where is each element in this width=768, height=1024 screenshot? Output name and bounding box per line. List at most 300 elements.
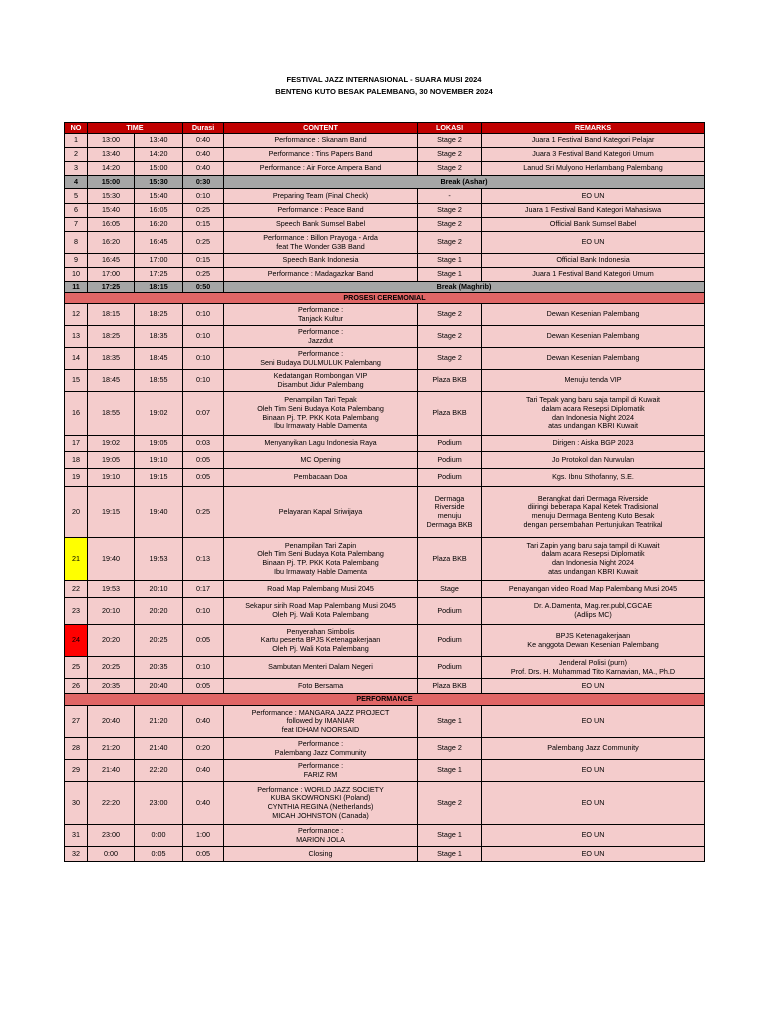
content-cell-line: Closing <box>308 848 333 858</box>
lokasi-cell-line: Stage 1 <box>437 848 462 858</box>
end-time: 20:25 <box>135 625 183 657</box>
content-cell <box>224 436 418 452</box>
end-time: 23:00 <box>135 782 183 825</box>
content-cell-line: Sambutan Menteri Dalam Negeri <box>268 662 373 672</box>
start-time: 14:20 <box>88 162 135 176</box>
duration: 0:40 <box>183 162 224 176</box>
content-cell-line: Oleh Pj. Wali Kota Palembang <box>272 610 369 619</box>
table-row <box>65 487 705 538</box>
duration: 0:10 <box>183 326 224 348</box>
remarks-cell <box>482 348 705 370</box>
lokasi-cell <box>418 232 482 254</box>
duration: 0:05 <box>183 625 224 657</box>
remarks-cell-line: Dewan Kesenian Palembang <box>546 353 640 363</box>
end-time: 18:15 <box>135 282 183 293</box>
section-row <box>65 694 705 706</box>
lokasi-cell <box>418 625 482 657</box>
lokasi-cell <box>418 847 482 862</box>
end-time: 19:40 <box>135 487 183 538</box>
content-cell <box>224 162 418 176</box>
lokasi-cell <box>418 268 482 282</box>
table-row <box>65 679 705 694</box>
end-time: 20:10 <box>135 581 183 598</box>
end-time: 13:40 <box>135 134 183 148</box>
duration: 0:40 <box>183 134 224 148</box>
table-row <box>65 392 705 436</box>
content-cell-line: Kartu peserta BPJS Ketenagakerjaan <box>260 635 381 645</box>
content-cell-line: Seni Budaya DULMULUK Palembang <box>260 357 381 367</box>
content-cell-line: Oleh Pj. Wali Kota Palembang <box>272 643 369 653</box>
content-cell <box>224 487 418 538</box>
content-cell <box>224 657 418 679</box>
start-time: 19:15 <box>88 487 135 538</box>
end-time: 19:02 <box>135 392 183 436</box>
duration: 0:17 <box>183 581 224 598</box>
content-cell <box>224 625 418 657</box>
content-cell-line: Road Map Palembang Musi 2045 <box>267 583 374 593</box>
lokasi-cell-line: Podium <box>437 635 462 645</box>
lokasi-cell-line: Plaza BKB <box>432 680 467 690</box>
break-row <box>65 282 705 293</box>
break-label: Break (Ashar) <box>224 176 705 189</box>
end-time: 0:00 <box>135 825 183 847</box>
content-cell-line: FARIZ RM <box>303 769 338 779</box>
end-time: 19:10 <box>135 452 183 469</box>
remarks-cell-line: Menuju tenda VIP <box>564 375 622 385</box>
remarks-cell <box>482 304 705 326</box>
remarks-cell-line: Berangkat dari Dermaga Riverside <box>537 493 649 503</box>
lokasi-cell <box>418 326 482 348</box>
duration: 0:05 <box>183 469 224 487</box>
content-cell-line: Penampilan Tari Tepak <box>284 395 357 405</box>
content-cell <box>224 581 418 598</box>
row-no: 27 <box>65 706 88 738</box>
start-time: 19:05 <box>88 452 135 469</box>
table-row <box>65 538 705 581</box>
table-row <box>65 469 705 487</box>
row-no: 22 <box>65 581 88 598</box>
lokasi-cell-line: Stage 2 <box>437 743 462 753</box>
remarks-cell <box>482 625 705 657</box>
remarks-cell-line: Dr. A.Damenta, Mag.rer.publ,CGCAE <box>533 601 653 611</box>
table-row <box>65 625 705 657</box>
remarks-cell-line: (Adlips MC) <box>574 610 612 619</box>
start-time: 15:30 <box>88 189 135 204</box>
row-no: 17 <box>65 436 88 452</box>
end-time: 19:53 <box>135 538 183 581</box>
content-cell <box>224 760 418 782</box>
content-cell <box>224 134 418 148</box>
end-time: 20:20 <box>135 598 183 625</box>
row-no: 18 <box>65 452 88 469</box>
content-cell <box>224 469 418 487</box>
content-cell <box>224 268 418 282</box>
start-time: 20:25 <box>88 657 135 679</box>
duration: 0:10 <box>183 370 224 392</box>
start-time: 19:40 <box>88 538 135 581</box>
table-row <box>65 370 705 392</box>
table-row <box>65 452 705 469</box>
table-row <box>65 348 705 370</box>
lokasi-cell-line: Stage 2 <box>437 237 462 247</box>
lokasi-cell-line: menuju <box>437 511 462 520</box>
lokasi-cell-line: Podium <box>437 662 462 672</box>
duration: 0:20 <box>183 738 224 760</box>
row-no: 28 <box>65 738 88 760</box>
remarks-cell-line: EO UN <box>581 680 605 690</box>
lokasi-cell <box>418 738 482 760</box>
table-header-row <box>65 123 705 134</box>
row-no: 25 <box>65 657 88 679</box>
lokasi-cell-line: Plaza BKB <box>432 553 467 563</box>
lokasi-cell-line: Stage 1 <box>437 255 462 265</box>
content-cell <box>224 204 418 218</box>
remarks-cell-line: EO UN <box>581 830 605 840</box>
content-cell <box>224 825 418 847</box>
duration: 0:07 <box>183 392 224 436</box>
remarks-cell-line: Penayangan video Road Map Palembang Musi 2045 <box>508 583 678 593</box>
table-row <box>65 847 705 862</box>
row-no: 9 <box>65 254 88 268</box>
content-cell-line: MICAH JOHNSTON (Canada) <box>272 810 369 820</box>
content-cell-line: Performance : <box>297 304 344 314</box>
column-header-content: CONTENT <box>224 123 418 134</box>
content-cell-line: Performance : <box>297 348 344 358</box>
lokasi-cell <box>418 189 482 204</box>
row-no: 1 <box>65 134 88 148</box>
duration: 1:00 <box>183 825 224 847</box>
lokasi-cell-line: Stage 1 <box>437 716 462 726</box>
lokasi-cell-line: - <box>448 190 451 200</box>
content-cell <box>224 782 418 825</box>
document-header <box>0 74 768 98</box>
content-cell-line: feat The Wonder G3B Band <box>276 241 365 251</box>
duration: 0:10 <box>183 598 224 625</box>
end-time: 19:15 <box>135 469 183 487</box>
content-cell-line: Disambut Jidur Palembang <box>277 379 364 389</box>
remarks-cell <box>482 204 705 218</box>
lokasi-cell-line: Stage 1 <box>437 830 462 840</box>
remarks-cell <box>482 392 705 436</box>
table-row <box>65 825 705 847</box>
row-no: 32 <box>65 847 88 862</box>
section-title: PROSESI CEREMONIAL <box>65 293 705 304</box>
end-time: 16:20 <box>135 218 183 232</box>
row-no: 15 <box>65 370 88 392</box>
duration: 0:03 <box>183 436 224 452</box>
duration: 0:25 <box>183 487 224 538</box>
lokasi-cell <box>418 148 482 162</box>
content-cell-line: Kedatangan Rombongan VIP <box>273 370 368 380</box>
lokasi-cell <box>418 134 482 148</box>
start-time: 23:00 <box>88 825 135 847</box>
row-no: 19 <box>65 469 88 487</box>
column-header-time: TIME <box>88 123 183 134</box>
row-no: 2 <box>65 148 88 162</box>
section-title: PERFORMANCE <box>65 694 705 706</box>
start-time: 22:20 <box>88 782 135 825</box>
content-cell-line: Pembacaan Doa <box>293 472 348 482</box>
start-time: 18:55 <box>88 392 135 436</box>
row-no: 13 <box>65 326 88 348</box>
content-cell <box>224 189 418 204</box>
duration: 0:10 <box>183 189 224 204</box>
lokasi-cell <box>418 581 482 598</box>
table-row <box>65 204 705 218</box>
section-row <box>65 293 705 304</box>
table-row <box>65 738 705 760</box>
table-row <box>65 657 705 679</box>
content-cell-line: Oleh Tim Seni Budaya Kota Palembang <box>257 403 384 413</box>
remarks-cell <box>482 268 705 282</box>
remarks-cell-line: atas undangan KBRI Kuwait <box>548 566 638 576</box>
end-time: 19:05 <box>135 436 183 452</box>
lokasi-cell <box>418 204 482 218</box>
remarks-cell-line: Jenderal Polisi (purn) <box>559 657 627 667</box>
lokasi-cell <box>418 760 482 782</box>
content-cell-line: Performance : Peace Band <box>277 205 364 215</box>
column-header-lokasi: LOKASI <box>418 123 482 134</box>
remarks-cell-line: atas undangan KBRI Kuwait <box>548 421 638 431</box>
content-cell-line: Performance : MANGARA JAZZ PROJECT <box>251 707 390 717</box>
remarks-cell-line: Official Bank Indonesia <box>556 255 630 265</box>
row-no: 8 <box>65 232 88 254</box>
table-row <box>65 148 705 162</box>
lokasi-cell-line: Stage 2 <box>437 205 462 215</box>
lokasi-cell-line: Podium <box>437 605 462 615</box>
duration: 0:25 <box>183 268 224 282</box>
content-cell-line: KUBA SKOWRONSKI (Poland) <box>270 793 371 803</box>
row-no: 29 <box>65 760 88 782</box>
lokasi-cell <box>418 657 482 679</box>
table-row <box>65 134 705 148</box>
lokasi-cell <box>418 706 482 738</box>
content-cell <box>224 452 418 469</box>
schedule-table <box>64 122 705 862</box>
remarks-cell-line: EO UN <box>581 848 605 858</box>
remarks-cell-line: dalam acara Resepsi Diplomatik <box>541 403 645 413</box>
lokasi-cell-line: Stage <box>440 583 459 593</box>
lokasi-cell-line: Stage 2 <box>437 135 462 145</box>
remarks-cell-line: Prof. Drs. H. Muhammad Tito Karnavian, MA., Ph.D <box>510 666 676 676</box>
content-cell-line: Foto Bersama <box>297 680 344 690</box>
content-cell <box>224 254 418 268</box>
content-cell-line: Speech Bank Sumsel Babel <box>275 219 366 229</box>
table-row <box>65 598 705 625</box>
remarks-cell-line: dan Indonesia Night 2024 <box>552 412 634 422</box>
start-time: 16:05 <box>88 218 135 232</box>
content-cell-line: Sekapur sirih Road Map Palembang Musi 2045 <box>245 601 396 611</box>
remarks-cell <box>482 162 705 176</box>
row-no: 7 <box>65 218 88 232</box>
remarks-cell-line: BPJS Ketenagakerjaan <box>555 630 631 640</box>
content-cell-line: Performance : <box>297 738 344 748</box>
duration: 0:40 <box>183 782 224 825</box>
remarks-cell <box>482 370 705 392</box>
column-header-remarks: REMARKS <box>482 123 705 134</box>
end-time: 20:35 <box>135 657 183 679</box>
lokasi-cell <box>418 782 482 825</box>
lokasi-cell-line: Riverside <box>434 502 465 512</box>
remarks-cell-line: Juara 1 Festival Band Kategori Pelajar <box>531 135 655 145</box>
duration: 0:40 <box>183 760 224 782</box>
end-time: 18:35 <box>135 326 183 348</box>
remarks-cell-line: Lanud Sri Mulyono Herlambang Palembang <box>523 163 663 173</box>
content-cell-line: Speech Bank Indonesia <box>282 255 359 265</box>
end-time: 16:45 <box>135 232 183 254</box>
content-cell-line: Performance : Skanam Band <box>274 135 367 145</box>
row-no: 6 <box>65 204 88 218</box>
remarks-cell <box>482 581 705 598</box>
row-no: 3 <box>65 162 88 176</box>
content-cell-line: MARION JOLA <box>296 834 345 844</box>
content-cell <box>224 538 418 581</box>
content-cell-line: Menyanyikan Lagu Indonesia Raya <box>264 438 377 448</box>
duration: 0:05 <box>183 847 224 862</box>
remarks-cell-line: Tari Tepak yang baru saja tampil di Kuwait <box>525 395 661 405</box>
content-cell <box>224 348 418 370</box>
remarks-cell <box>482 679 705 694</box>
remarks-cell <box>482 538 705 581</box>
lokasi-cell <box>418 392 482 436</box>
table-row <box>65 218 705 232</box>
lokasi-cell <box>418 598 482 625</box>
duration: 0:15 <box>183 254 224 268</box>
remarks-cell-line: Dewan Kesenian Palembang <box>546 331 640 341</box>
lokasi-cell-line: Dermaga <box>434 493 465 503</box>
remarks-cell-line: EO UN <box>581 190 605 200</box>
lokasi-cell-line: Podium <box>437 438 462 448</box>
remarks-cell-line: dan Indonesia Night 2024 <box>552 558 634 567</box>
duration: 0:40 <box>183 148 224 162</box>
lokasi-cell-line: Stage 2 <box>437 219 462 229</box>
lokasi-cell <box>418 679 482 694</box>
lokasi-cell <box>418 825 482 847</box>
start-time: 18:15 <box>88 304 135 326</box>
start-time: 15:00 <box>88 176 135 189</box>
end-time: 20:40 <box>135 679 183 694</box>
content-cell-line: Jazzdut <box>308 335 333 345</box>
content-cell-line: feat IDHAM NOORSAID <box>281 724 360 734</box>
table-row <box>65 189 705 204</box>
start-time: 20:35 <box>88 679 135 694</box>
content-cell-line: Performance : Air Force Ampera Band <box>259 163 382 173</box>
start-time: 20:10 <box>88 598 135 625</box>
content-cell-line: Palembang Jazz Community <box>274 747 367 757</box>
content-cell <box>224 706 418 738</box>
remarks-cell <box>482 436 705 452</box>
row-no: 31 <box>65 825 88 847</box>
remarks-cell <box>482 452 705 469</box>
remarks-cell <box>482 847 705 862</box>
duration: 0:25 <box>183 232 224 254</box>
content-cell <box>224 148 418 162</box>
lokasi-cell <box>418 304 482 326</box>
end-time: 22:20 <box>135 760 183 782</box>
remarks-cell <box>482 189 705 204</box>
remarks-cell-line: Ke anggota Dewan Kesenian Palembang <box>527 639 659 649</box>
remarks-cell-line: Dewan Kesenian Palembang <box>546 309 640 319</box>
remarks-cell <box>482 232 705 254</box>
remarks-cell <box>482 469 705 487</box>
lokasi-cell <box>418 218 482 232</box>
row-no: 10 <box>65 268 88 282</box>
end-time: 17:00 <box>135 254 183 268</box>
document-subtitle: BENTENG KUTO BESAK PALEMBANG, 30 NOVEMBER 2024 <box>275 87 493 96</box>
table-row <box>65 706 705 738</box>
duration: 0:15 <box>183 218 224 232</box>
duration: 0:50 <box>183 282 224 293</box>
remarks-cell <box>482 706 705 738</box>
start-time: 18:25 <box>88 326 135 348</box>
row-no: 5 <box>65 189 88 204</box>
remarks-cell-line: EO UN <box>581 797 605 807</box>
start-time: 17:00 <box>88 268 135 282</box>
remarks-cell <box>482 326 705 348</box>
start-time: 21:20 <box>88 738 135 760</box>
table-row <box>65 232 705 254</box>
content-cell-line: Performance : Tins Papers Band <box>268 149 373 159</box>
lokasi-cell-line: Stage 1 <box>437 765 462 775</box>
remarks-cell-line: Juara 1 Festival Band Kategori Mahasiswa <box>524 205 662 215</box>
lokasi-cell <box>418 487 482 538</box>
content-cell <box>224 598 418 625</box>
row-no: 14 <box>65 348 88 370</box>
remarks-cell-line: diiringi beberapa Kapal Ketek Tradisional <box>527 502 659 512</box>
content-cell-line: Penampilan Tari Zapin <box>284 540 357 550</box>
column-header-durasi: Durasi <box>183 123 224 134</box>
lokasi-cell <box>418 348 482 370</box>
lokasi-cell <box>418 370 482 392</box>
content-cell-line: Performance : <box>297 760 344 770</box>
table-row <box>65 304 705 326</box>
start-time: 16:45 <box>88 254 135 268</box>
duration: 0:05 <box>183 679 224 694</box>
remarks-cell <box>482 218 705 232</box>
row-no: 16 <box>65 392 88 436</box>
remarks-cell <box>482 825 705 847</box>
remarks-cell-line: dengan persembahan Pertunjukan Teatrikal <box>523 519 663 529</box>
lokasi-cell-line: Plaza BKB <box>432 375 467 385</box>
content-cell-line: followed by IMANIAR <box>286 716 355 726</box>
end-time: 15:30 <box>135 176 183 189</box>
schedule-body <box>65 134 705 862</box>
table-row <box>65 326 705 348</box>
duration: 0:10 <box>183 304 224 326</box>
content-cell-line: CYNTHIA REGINA (Netherlands) <box>267 802 374 811</box>
duration: 0:05 <box>183 452 224 469</box>
remarks-cell-line: EO UN <box>581 716 605 726</box>
remarks-cell-line: EO UN <box>581 237 605 247</box>
remarks-cell <box>482 487 705 538</box>
lokasi-cell-line: Stage 2 <box>437 149 462 159</box>
end-time: 15:40 <box>135 189 183 204</box>
remarks-cell <box>482 148 705 162</box>
remarks-cell <box>482 760 705 782</box>
content-cell <box>224 218 418 232</box>
duration: 0:10 <box>183 348 224 370</box>
duration: 0:40 <box>183 706 224 738</box>
start-time: 21:40 <box>88 760 135 782</box>
lokasi-cell-line: Stage 2 <box>437 309 462 319</box>
duration: 0:10 <box>183 657 224 679</box>
lokasi-cell <box>418 254 482 268</box>
end-time: 15:00 <box>135 162 183 176</box>
end-time: 17:25 <box>135 268 183 282</box>
lokasi-cell-line: Stage 2 <box>437 353 462 363</box>
lokasi-cell-line: Podium <box>437 472 462 482</box>
content-cell-line: MC Opening <box>300 454 341 464</box>
